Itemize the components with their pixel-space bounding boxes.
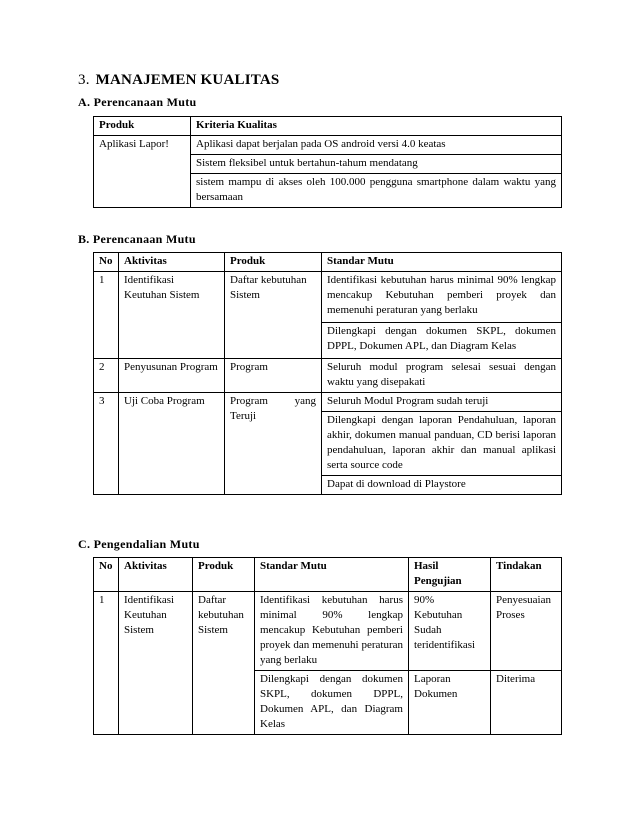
header-standar: Standar Mutu: [255, 558, 409, 592]
cell-criteria: Sistem fleksibel untuk bertahun-tahum mendatang: [191, 155, 562, 174]
cell-standard: Dapat di download di Playstore: [322, 476, 562, 495]
table-row: [94, 359, 562, 393]
cell-standard: Dilengkapi dengan dokumen SKPL, dokumen DPPL, Dokumen APL, dan Diagram Kelas: [255, 671, 409, 735]
table-header-row: [94, 117, 562, 136]
header-produk: Produk: [225, 253, 322, 272]
cell-result: 90% Kebutuhan Sudah teridentifikasi: [409, 592, 491, 671]
header-aktivitas: Aktivitas: [119, 253, 225, 272]
header-kriteria: Kriteria Kualitas: [191, 117, 562, 136]
cell-criteria: Aplikasi dapat berjalan pada OS android versi 4.0 keatas: [191, 136, 562, 155]
heading-b: B. Perencanaan Mutu: [78, 232, 196, 246]
cell-activity: Penyusunan Program: [119, 359, 225, 393]
cell-no: 1: [94, 272, 119, 359]
cell-action: Diterima: [491, 671, 562, 735]
cell-product: Daftar kebutuhan Sistem: [225, 272, 322, 359]
header-produk: Produk: [193, 558, 255, 592]
header-aktivitas: Aktivitas: [119, 558, 193, 592]
cell-standard: Seluruh modul program selesai sesuai dengan waktu yang disepakati: [322, 359, 562, 393]
cell-product: Aplikasi Lapor!: [94, 136, 191, 208]
cell-product: Program: [225, 359, 322, 393]
cell-standard: Dilengkapi dengan laporan Pendahuluan, laporan akhir, dokumen manual panduan, CD berisi laporan pendahuluan, laporan akhir dan manual aplikasi serta source code: [322, 412, 562, 476]
cell-no: 3: [94, 393, 119, 495]
cell-criteria: sistem mampu di akses oleh 100.000 pengguna smartphone dalam waktu yang bersamaan: [191, 174, 562, 208]
header-produk: Produk: [94, 117, 191, 136]
table-row: [94, 272, 562, 323]
table-row: [94, 592, 562, 671]
cell-standard: Seluruh Modul Program sudah teruji: [322, 393, 562, 412]
section-title: [78, 72, 279, 89]
header-hasil: Hasil Pengujian: [409, 558, 491, 592]
cell-action: Penyesuaian Proses: [491, 592, 562, 671]
cell-standard: Identifikasi kebutuhan harus minimal 90% lengkap mencakup Kebutuhan pemberi proyek dan memenuhi peraturan yang berlaku: [322, 272, 562, 323]
cell-activity: Identifikasi Keutuhan Sistem: [119, 592, 193, 735]
table-header-row: [94, 558, 562, 592]
cell-no: 2: [94, 359, 119, 393]
cell-no: 1: [94, 592, 119, 735]
cell-product: Daftar kebutuhan Sistem: [193, 592, 255, 735]
header-standar: Standar Mutu: [322, 253, 562, 272]
header-tindakan: Tindakan: [491, 558, 562, 592]
cell-standard: Identifikasi kebutuhan harus minimal 90% lengkap mencakup Kebutuhan pemberi proyek dan memenuhi peraturan yang berlaku: [255, 592, 409, 671]
cell-result: Laporan Dokumen: [409, 671, 491, 735]
table-quality-control: [93, 557, 562, 735]
heading-c: C. Pengendalian Mutu: [78, 537, 200, 551]
table-quality-criteria: [93, 116, 562, 208]
cell-activity: Uji Coba Program: [119, 393, 225, 495]
table-row: [94, 136, 562, 155]
section-number: 3.: [78, 72, 90, 88]
cell-product: Program yang Teruji: [225, 393, 322, 495]
table-header-row: [94, 253, 562, 272]
cell-activity: Identifikasi Keutuhan Sistem: [119, 272, 225, 359]
heading-a: A. Perencanaan Mutu: [78, 95, 197, 109]
header-no: No: [94, 558, 119, 592]
section-title-text: MANAJEMEN KUALITAS: [95, 72, 280, 88]
cell-standard: Dilengkapi dengan dokumen SKPL, dokumen DPPL, Dokumen APL, dan Diagram Kelas: [322, 323, 562, 359]
header-no: No: [94, 253, 119, 272]
table-quality-planning: [93, 252, 562, 495]
table-row: [94, 393, 562, 412]
